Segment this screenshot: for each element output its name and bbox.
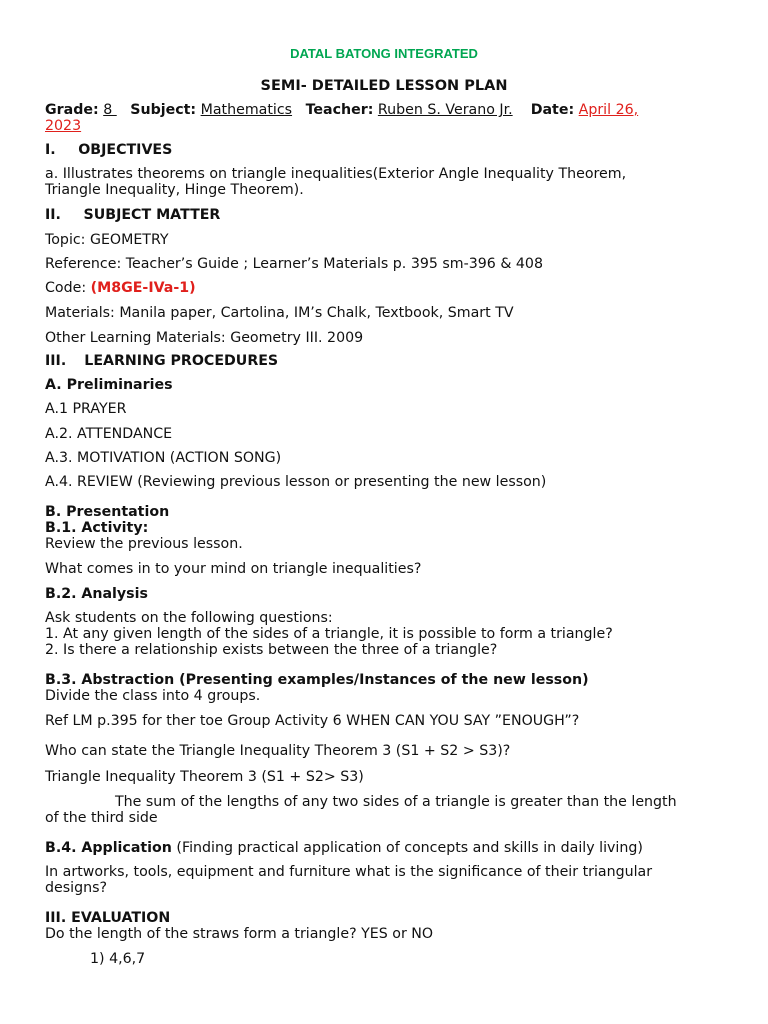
activity-title: B.1. Activity: [45, 520, 149, 536]
document-title: SEMI- DETAILED LESSON PLAN [260, 78, 508, 94]
evaluation-item-1 [45, 951, 728, 967]
prelim-a4: A.4. REVIEW (Reviewing previous lesson or presenting the new lesson) [45, 474, 547, 490]
application-line-2: designs? [45, 880, 107, 896]
topic-line: Topic: GEOMETRY [45, 232, 169, 248]
abstraction-line-2: Ref LM p.395 for ther toe Group Activity 6 WHEN CAN YOU SAY ”ENOUGH”? [45, 713, 580, 729]
objective-text-1: a. Illustrates theorems on triangle inequalities(Exterior Angle Inequality Theorem, [45, 166, 627, 182]
abstraction-heading [45, 672, 728, 688]
preliminaries-heading [45, 377, 728, 393]
abstraction-line-3: Who can state the Triangle Inequality Theorem 3 (S1 + S2 > S3)? [45, 743, 511, 759]
procedures-title: LEARNING PROCEDURES [84, 353, 279, 369]
subject-label: Subject: [130, 102, 197, 118]
reference-line: Reference: Teacher’s Guide ; Learner’s Materials p. 395 sm-396 & 408 [45, 256, 543, 272]
grade-value: 8 [103, 102, 117, 118]
analysis-title: B.2. Analysis [45, 586, 148, 602]
objectives-title: OBJECTIVES [78, 142, 173, 158]
activity-line-2: What comes in to your mind on triangle inequalities? [45, 561, 422, 577]
school-name: DATAL BATONG INTEGRATED [290, 46, 478, 61]
subject-value: Mathematics [200, 102, 293, 118]
code-value: (M8GE-IVa-1) [90, 280, 196, 296]
theorem-definition-line-1: The sum of the lengths of any two sides of a triangle is greater than the length [115, 794, 677, 810]
date-value-year: 2023 [45, 118, 82, 134]
date-label: Date: [530, 102, 575, 118]
analysis-intro: Ask students on the following questions: [45, 610, 333, 626]
objectives-num: I. [45, 142, 56, 158]
analysis-question-1: 1. At any given length of the sides of a triangle, it is possible to form a triangle? [45, 626, 613, 642]
evaluation-item-1-text: 4,6,7 [109, 951, 146, 967]
application-subtitle: (Finding practical application of concepts and skills in daily living) [171, 840, 643, 856]
abstraction-line-1: Divide the class into 4 groups. [45, 688, 261, 704]
prelim-a3: A.3. MOTIVATION (ACTION SONG) [45, 450, 282, 466]
procedures-num: III. [45, 353, 67, 369]
teacher-label: Teacher: [305, 102, 374, 118]
date-value-year-line [45, 118, 728, 134]
analysis-question-2: 2. Is there a relationship exists between the three of a triangle? [45, 642, 498, 658]
activity-heading [45, 520, 728, 536]
theorem-definition-line-2: of the third side [45, 810, 158, 826]
application-heading [45, 840, 728, 856]
header-line [45, 102, 728, 118]
teacher-value: Ruben S. Verano Jr. [377, 102, 513, 118]
evaluation-title: III. EVALUATION [45, 910, 171, 926]
application-line-1: In artworks, tools, equipment and furniture what is the significance of their triangular [45, 864, 653, 880]
prelim-a2: A.2. ATTENDANCE [45, 426, 173, 442]
evaluation-question: Do the length of the straws form a triangle? YES or NO [45, 926, 434, 942]
evaluation-heading [45, 910, 728, 926]
grade-label: Grade: [45, 102, 99, 118]
subject-matter-num: II. [45, 207, 61, 223]
presentation-heading [45, 504, 728, 520]
evaluation-item-1-num: 1) [90, 951, 105, 967]
subject-matter-heading [45, 207, 728, 223]
code-label: Code: [45, 280, 91, 296]
preliminaries-title: A. Preliminaries [45, 377, 173, 393]
date-value: April 26, [578, 102, 639, 118]
objective-text-2: Triangle Inequality, Hinge Theorem). [45, 182, 304, 198]
abstraction-title: B.3. Abstraction (Presenting examples/Instances of the new lesson) [45, 672, 589, 688]
materials-line: Materials: Manila paper, Cartolina, IM’s Chalk, Textbook, Smart TV [45, 305, 514, 321]
presentation-title: B. Presentation [45, 504, 170, 520]
theorem-definition [45, 794, 728, 810]
application-title: B.4. Application [45, 840, 172, 856]
other-materials-line: Other Learning Materials: Geometry III. 2009 [45, 330, 364, 346]
code-line [45, 280, 728, 296]
analysis-heading [45, 586, 728, 602]
activity-line-1: Review the previous lesson. [45, 536, 243, 552]
procedures-heading [45, 353, 728, 369]
subject-matter-title: SUBJECT MATTER [83, 207, 221, 223]
abstraction-line-4: Triangle Inequality Theorem 3 (S1 + S2> S3) [45, 769, 364, 785]
objectives-heading [45, 142, 728, 158]
prelim-a1: A.1 PRAYER [45, 401, 127, 417]
